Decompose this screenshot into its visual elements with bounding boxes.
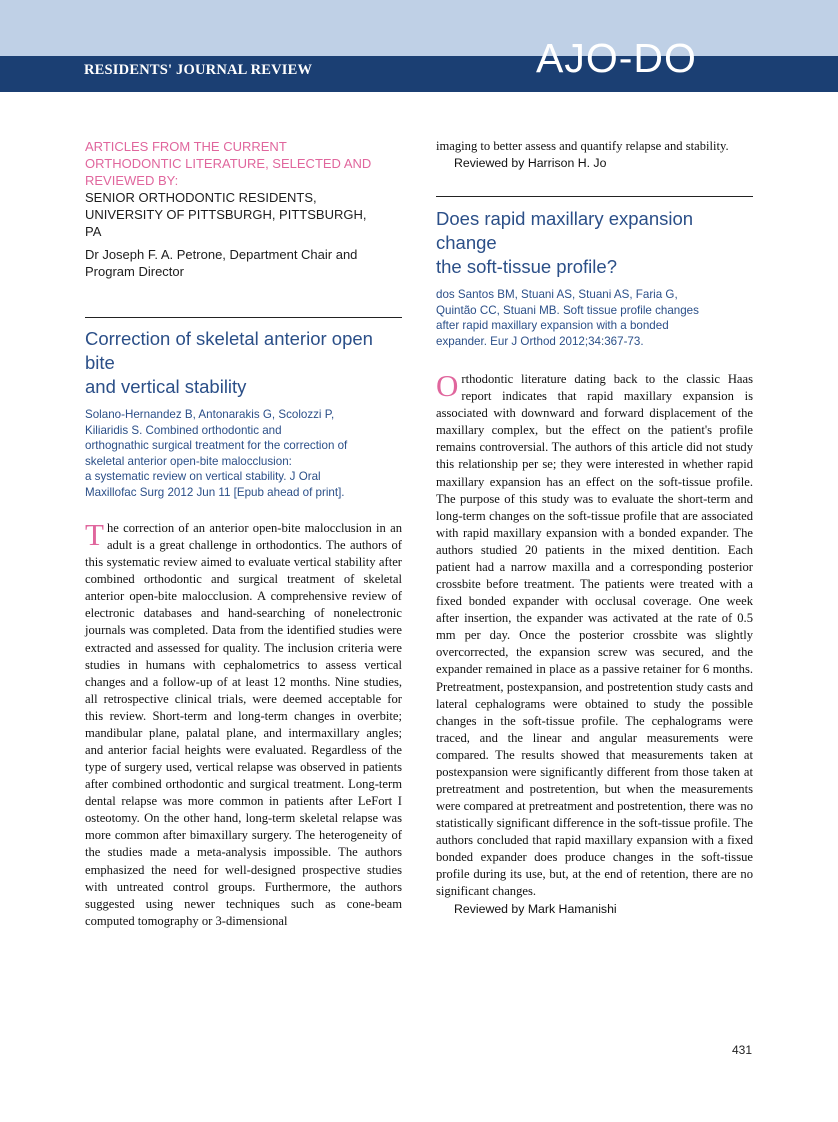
masthead-chair <box>85 246 402 280</box>
article2-title <box>436 207 753 279</box>
section-divider <box>85 317 402 318</box>
citation-line: Solano-Hernandez B, Antonarakis G, Scolozzi P, <box>85 408 335 421</box>
masthead-reviewers <box>85 189 402 240</box>
citation-line: skeletal anterior open-bite malocclusion: <box>85 454 292 468</box>
masthead-heading-line: ARTICLES FROM THE CURRENT <box>85 139 287 154</box>
citation-line: orthognathic surgical treatment for the correction of <box>85 439 348 452</box>
article1-reviewed-by: Reviewed by Harrison H. Jo <box>454 156 607 171</box>
masthead-heading-line: ORTHODONTIC LITERATURE, SELECTED AND <box>85 156 372 171</box>
journal-logo: AJO-DO <box>536 35 697 81</box>
article1-title <box>85 327 402 399</box>
citation-line: dos Santos BM, Stuani AS, Stuani AS, Faria G, <box>436 288 678 302</box>
reviewers-line: UNIVERSITY OF PITTSBURGH, PITTSBURGH, <box>85 207 367 222</box>
left-column <box>85 138 402 930</box>
chair-line: Program Director <box>85 264 184 279</box>
article1-citation <box>85 407 402 500</box>
article1-title-line: Correction of skeletal anterior open bite <box>85 328 373 373</box>
citation-line: after rapid maxillary expansion with a bonded <box>436 319 669 333</box>
citation-line: Kiliaridis S. Combined orthodontic and <box>85 423 282 437</box>
article1-body <box>85 517 402 930</box>
article2-reviewed-by: Reviewed by Mark Hamanishi <box>454 901 617 916</box>
article2-citation <box>436 287 753 349</box>
article2-dropcap: O <box>436 368 459 404</box>
page-number: 431 <box>732 1043 753 1057</box>
masthead-heading-line: REVIEWED BY: <box>85 173 179 188</box>
chair-line: Dr Joseph F. A. Petrone, Department Chair and <box>85 247 358 262</box>
section-divider <box>436 196 753 197</box>
reviewers-line: SENIOR ORTHODONTIC RESIDENTS, <box>85 190 317 205</box>
header-top-band <box>0 0 838 56</box>
article1-body-text: he correction of an anterior open-bite malocclusion in an adult is a great challenge in orthodontics. The authors of this systematic review aimed to evaluate vertical stability after combined orthodontic and surgical treatment of skeletal anterior open-bite malocclusion. A comprehensive review of electronic databases and hand-searching of nonelectronic journals was completed. Data from the identified studies were extracted and assessed for quality. The inclusion criteria were studies in humans with cephalometrics to assess vertical changes and a follow-up of at least 12 months. Nine studies, all retrospective clinical trials, were deemed acceptable for this review. Short-term and long-term changes in overbite; mandibular plane, palatal plane, and intermaxillary angles; and anterior facial heights were evaluated. Regardless of the type of surgery used, vertical relapse was observed in patients after combined orthodontic and surgical treatment. Long-term dental relapse was more common in patients after LeFort I osteotomy. On the other hand, long-term skeletal relapse was more common after bimaxillary surgery. The heterogeneity of the studies made a meta-analysis impossible. The authors emphasized the need for well-designed prospective studies with untreated control groups. Furthermore, the authors suggested using newer techniques such as cone-beam computed tomography or 3-dimensional <box>85 521 402 928</box>
article1-dropcap: T <box>85 517 104 552</box>
right-column <box>436 138 753 918</box>
article1-body-continued: imaging to better assess and quantify relapse and stability. <box>436 139 729 153</box>
citation-line: expander. Eur J Orthod 2012;34:367-73. <box>436 334 644 348</box>
citation-line: a systematic review on vertical stability. J Oral <box>85 470 321 483</box>
citation-line: Quintão CC, Stuani MB. Soft tissue profile changes <box>436 303 699 317</box>
article2-body-text: rthodontic literature dating back to the classic Haas report indicates that rapid maxillary expansion is associated with downward and forward displacement of the maxillary complex, but the effect on the patient's profile remains controversial. The authors of this article did not study this relationship per se; they were interested in whether rapid maxillary expansion has an effect on the soft-tissue profile. The purpose of this study was to evaluate the short-term and long-term changes on the soft-tissue profile that are associated with rapid maxillary expansion with a bonded expander. The authors studied 20 patients in the mixed dentition. Each patient had a narrow maxilla and a corresponding posterior crossbite before treatment. The patients were treated with a fixed bonded expander with occlusal coverage. One week after insertion, the expander was activated at the rate of 0.5 mm per day. Once the posterior crossbite was slightly overcorrected, the expansion screw was secured, and the expander remained in place as a passive retainer for 6 months. Pretreatment, postexpansion, and postretention study casts and lateral cephalograms were obtained to study the possible changes in the soft-tissue profile. The cephalograms were traced, and the linear and angular measurements were compared. The results showed that measurements taken at postexpansion were significantly different from those taken at pretreatment and postretention, but when the measurements were compared at pretreatment and postretention, there was no statistically significant difference in the soft-tissue profile. The authors concluded that rapid maxillary expansion with a fixed bonded expander does produce changes in the soft-tissue profile during its use, but, at the end of retention, there are no significant changes. <box>436 372 753 899</box>
masthead-heading <box>85 138 402 189</box>
reviewers-line: PA <box>85 224 102 239</box>
article2-title-line: Does rapid maxillary expansion change <box>436 208 694 254</box>
section-label: RESIDENTS' JOURNAL REVIEW <box>84 62 313 78</box>
citation-line: Maxillofac Surg 2012 Jun 11 [Epub ahead of print]. <box>85 485 345 499</box>
article2-title-line: the soft-tissue profile? <box>436 256 617 278</box>
article1-title-line: and vertical stability <box>85 376 247 397</box>
article2-body <box>436 368 753 900</box>
